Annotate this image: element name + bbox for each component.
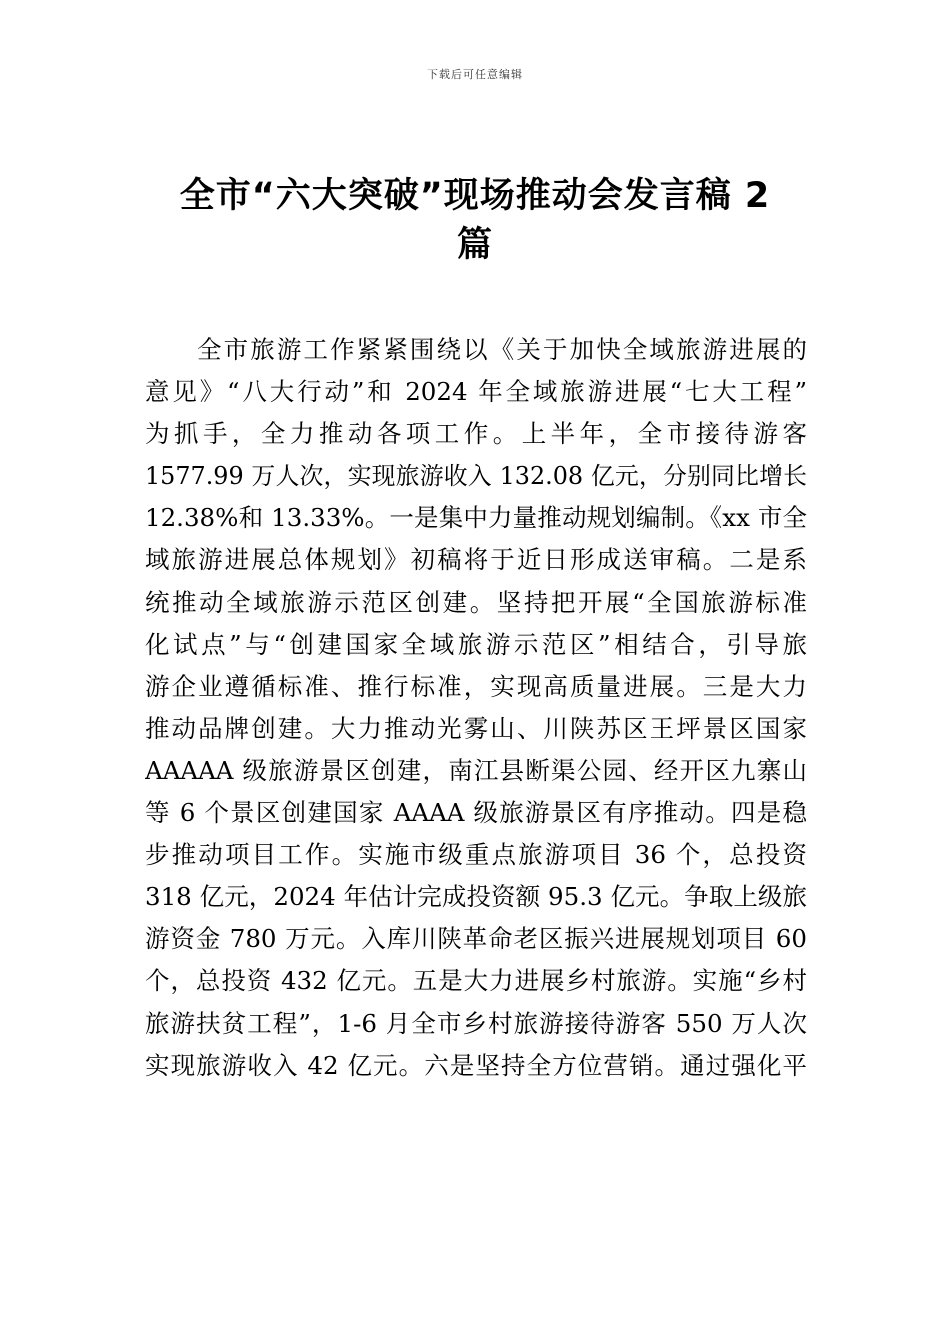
body-line: 化试点”与“创建国家全域旅游示范区”相结合，引导旅 bbox=[145, 629, 807, 659]
body-line: 旅游扶贫工程”，1-6 月全市乡村旅游接待游客 550 万人次 bbox=[145, 1008, 807, 1038]
body-line: 实现旅游收入 42 亿元。六是坚持全方位营销。通过强化平 bbox=[145, 1050, 807, 1080]
body-line: 为抓手，全力推动各项工作。上半年，全市接待游客 bbox=[145, 419, 807, 449]
body-paragraph bbox=[145, 329, 807, 1087]
body-line: 12.38%和 13.33%。一是集中力量推动规划编制。《xx 市全 bbox=[145, 503, 807, 533]
document-title bbox=[140, 172, 810, 270]
body-line: 全市旅游工作紧紧围绕以《关于加快全域旅游进展的 bbox=[197, 335, 807, 364]
body-line: 等 6 个景区创建国家 AAAA 级旅游景区有序推动。四是稳 bbox=[145, 798, 807, 828]
body-line: 步推动项目工作。实施市级重点旅游项目 36 个，总投资 bbox=[145, 840, 807, 870]
body-line: 1577.99 万人次，实现旅游收入 132.08 亿元，分别同比增长 bbox=[145, 462, 807, 491]
body-line: 318 亿元，2024 年估计完成投资额 95.3 亿元。争取上级旅 bbox=[145, 882, 807, 912]
body-line: 意见》“八大行动”和 2024 年全域旅游进展“七大工程” bbox=[145, 377, 807, 407]
header-note: 下载后可任意编辑 bbox=[427, 68, 523, 81]
title-line-1: 全市“六大突破”现场推动会发言稿 2 bbox=[179, 176, 771, 216]
title-line-2: 篇 bbox=[456, 225, 493, 265]
body-line: 游资金 780 万元。入库川陕革命老区振兴进展规划项目 60 bbox=[145, 924, 807, 954]
body-line: 个，总投资 432 亿元。五是大力进展乡村旅游。实施“乡村 bbox=[145, 966, 807, 996]
body-line: AAAAA 级旅游景区创建，南江县断渠公园、经开区九寨山 bbox=[145, 755, 807, 785]
body-line: 推动品牌创建。大力推动光雾山、川陕苏区王坪景区国家 bbox=[145, 713, 807, 743]
body-line: 域旅游进展总体规划》初稿将于近日形成送审稿。二是系 bbox=[145, 545, 807, 575]
body-line: 游企业遵循标准、推行标准，实现高质量进展。三是大力 bbox=[145, 671, 807, 701]
body-line: 统推动全域旅游示范区创建。坚持把开展“全国旅游标准 bbox=[145, 587, 807, 617]
